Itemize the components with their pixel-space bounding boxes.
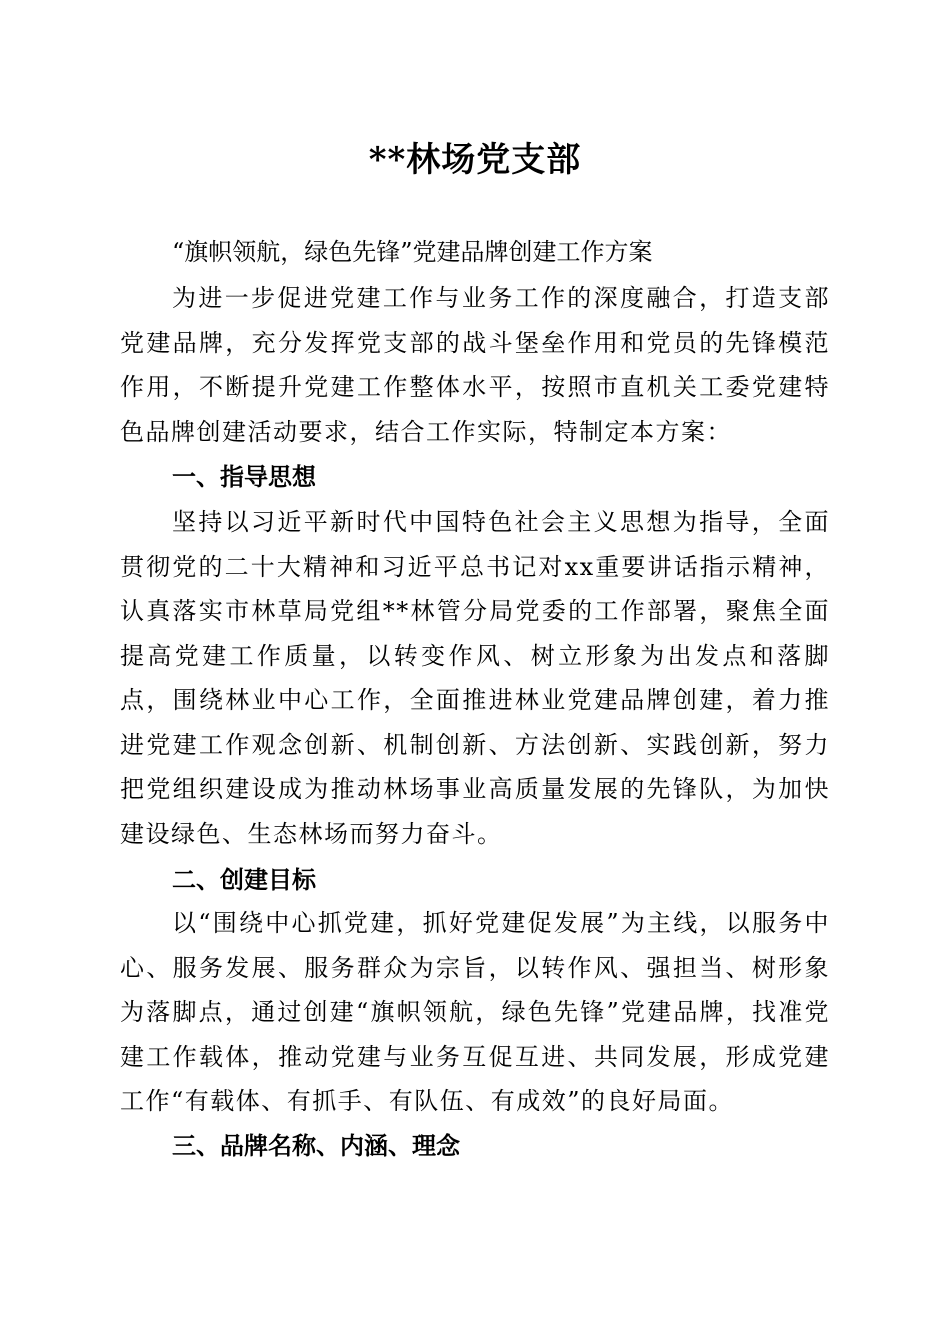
intro-paragraph: 为进一步促进党建工作与业务工作的深度融合，打造支部党建品牌，充分发挥党支部的战斗堡垒作用和党员的先锋模范作用，不断提升党建工作整体水平，按照市直机关工委党建特色品牌创建活动要求，结合工作实际，特制定本方案： (120, 284, 830, 446)
section-body-guiding-ideology: 坚持以习近平新时代中国特色社会主义思想为指导，全面贯彻党的二十大精神和习近平总书记对xx重要讲话指示精神，认真落实市林草局党组**林管分局党委的工作部署，聚焦全面提高党建工作质量，以转变作风、树立形象为出发点和落脚点，围绕林业中心工作，全面推进林业党建品牌创建，着力推进党建工作观念创新、机制创新、方法创新、实践创新，努力把党组织建设成为推动林场事业高质量发展的先锋队，为加快建设绿色、生态林场而努力奋斗。 (120, 508, 830, 848)
document-subtitle: “旗帜领航，绿色先锋”党建品牌创建工作方案 (172, 238, 653, 266)
section-heading-brand: 三、品牌名称、内涵、理念 (172, 1132, 460, 1160)
section-heading-goals: 二、创建目标 (172, 866, 316, 894)
section-heading-guiding-ideology: 一、指导思想 (172, 463, 316, 491)
section-body-goals: 以“围绕中心抓党建，抓好党建促发展”为主线，以服务中心、服务发展、服务群众为宗旨，以转作风、强担当、树形象为落脚点，通过创建“旗帜领航，绿色先锋”党建品牌，找准党建工作载体，推动党建与业务互促互进、共同发展，形成党建工作“有载体、有抓手、有队伍、有成效”的良好局面。 (120, 909, 830, 1115)
document-title: **林场党支部 (368, 140, 582, 180)
